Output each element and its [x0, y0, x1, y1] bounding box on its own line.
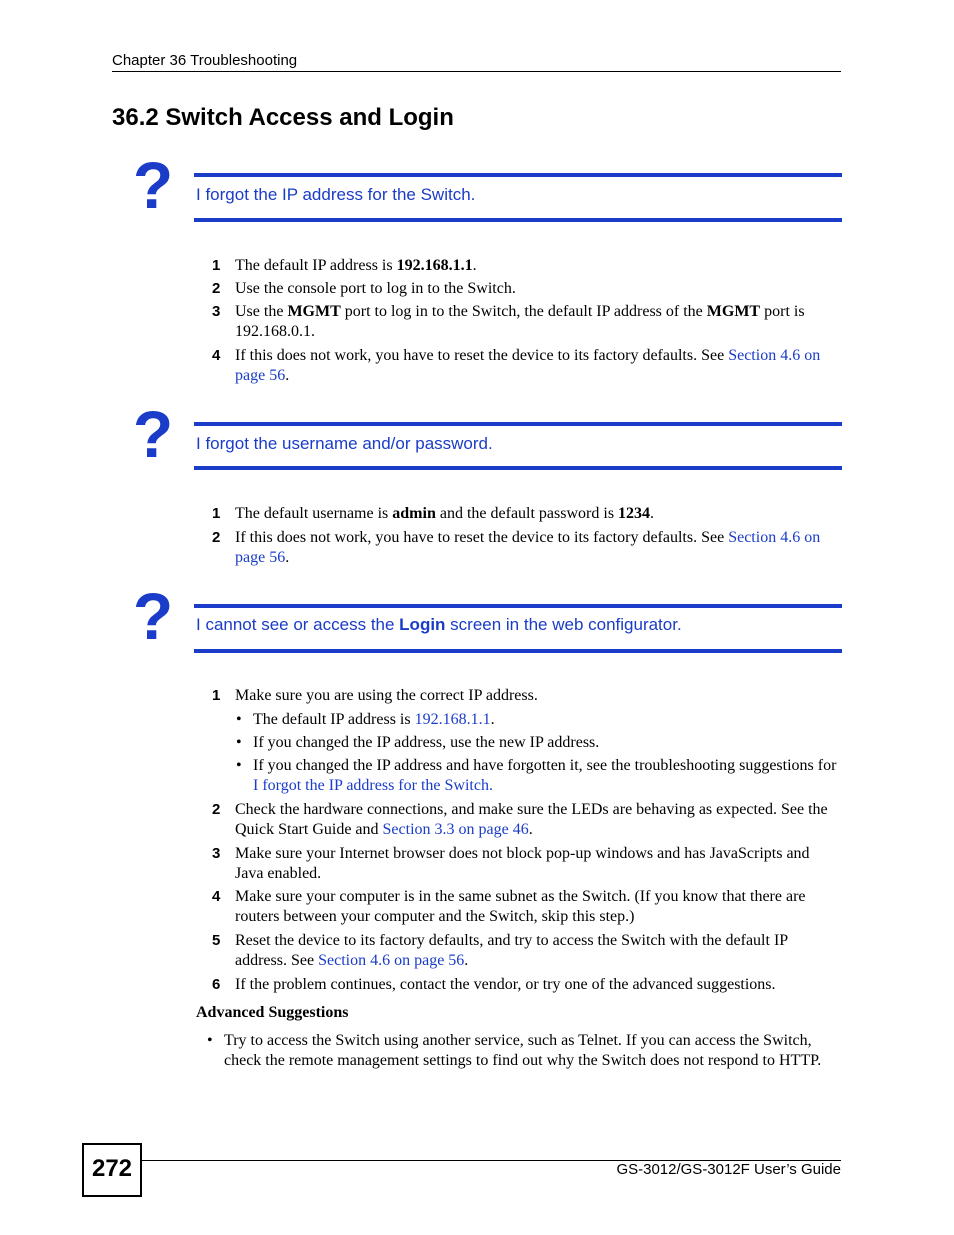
step-text-part: Check the hardware connections, and make sure the LEDs are behaving as expected. See the Quick Start Guide and — [235, 801, 828, 838]
step-text-part: . — [285, 549, 290, 566]
question-text-part: screen in the web configurator. — [445, 615, 682, 634]
step-text — [235, 346, 841, 386]
step-text-part: . — [472, 257, 477, 274]
step-bold-value: MGMT — [287, 303, 341, 320]
step-text-part: . — [464, 952, 469, 969]
bullet-text-part: The default IP address is — [253, 711, 415, 728]
step-text — [235, 302, 841, 342]
step-text: Make sure you are using the correct IP address. — [235, 687, 538, 704]
step-number: 2 — [212, 280, 221, 297]
section-link[interactable]: Section 4.6 on page 56 — [235, 529, 821, 566]
ip-link[interactable]: 192.168.1.1 — [414, 711, 491, 728]
step-text: Make sure your Internet browser does not block pop-up windows and has JavaScripts and Java enabled. — [235, 845, 810, 882]
header-rule — [112, 71, 841, 72]
step-text-part: and the default password is — [435, 505, 619, 522]
step-bold-value: 1234 — [618, 505, 651, 522]
step-text-part: If this does not work, you have to reset the device to its factory defaults. See — [235, 347, 729, 364]
question-bar-bottom — [194, 466, 842, 470]
step-number: 1 — [212, 505, 221, 522]
question-bar-top — [194, 604, 842, 608]
step-number: 3 — [212, 303, 221, 320]
step-text — [235, 256, 841, 276]
step-text-part: port to log in to the Switch, the default IP address of the — [340, 303, 707, 320]
step-text-part: Reset the device to its factory defaults, and try to access the Switch with the default IP address. See — [235, 932, 788, 969]
step-text — [235, 528, 841, 568]
step-text-part: The default username is — [235, 505, 393, 522]
step-number: 2 — [212, 529, 221, 546]
step-number: 4 — [212, 888, 221, 905]
page-number: 272 — [82, 1143, 142, 1197]
step-number: 1 — [212, 257, 221, 274]
bullet-text: Try to access the Switch using another service, such as Telnet. If you can access the Switch, check the remote management settings to find out why the Switch does not respond to HTTP. — [224, 1032, 822, 1069]
bullet-text-part: . — [490, 711, 495, 728]
guide-title: GS-3012/GS-3012F User’s Guide — [616, 1161, 841, 1178]
step-number: 3 — [212, 845, 221, 862]
question-bar-top — [194, 422, 842, 426]
step-number: 5 — [212, 932, 221, 949]
step-text: Use the console port to log in to the Switch. — [235, 280, 516, 297]
advanced-suggestions-heading: Advanced Suggestions — [196, 1004, 349, 1021]
step-text: Make sure your computer is in the same subnet as the Switch. (If you know that there are routers between your computer and the Switch, skip this step.) — [235, 888, 806, 925]
step-text-part: If this does not work, you have to reset the device to its factory defaults. See — [235, 529, 729, 546]
step-text-part: port is 192.168.0.1. — [235, 303, 805, 340]
step-text-part: . — [528, 821, 533, 838]
question-bar-top — [194, 173, 842, 177]
question-3-text — [196, 615, 682, 635]
bullet-text: If you changed the IP address, use the new IP address. — [253, 734, 600, 751]
section-title: 36.2 Switch Access and Login — [112, 104, 454, 131]
question-bold-part: Login — [399, 615, 446, 634]
question-link[interactable]: I forgot the IP address for the Switch. — [253, 777, 493, 794]
section-link[interactable]: Section 3.3 on page 46 — [382, 821, 529, 838]
bullet-text — [253, 710, 841, 730]
section-link[interactable]: Section 4.6 on page 56 — [318, 952, 465, 969]
question-bar-bottom — [194, 218, 842, 222]
question-bar-bottom — [194, 649, 842, 653]
bullet-mark: • — [236, 711, 242, 728]
step-text — [235, 504, 841, 524]
bullet-mark: • — [236, 734, 242, 751]
bullet-mark: • — [236, 757, 242, 774]
step-text — [235, 800, 841, 840]
step-bold-value: 192.168.1.1 — [396, 257, 473, 274]
bullet-mark: • — [207, 1032, 213, 1049]
question-mark-icon: ? — [132, 579, 174, 653]
step-text-part: Use the — [235, 303, 288, 320]
question-mark-icon: ? — [132, 148, 174, 222]
question-text-part: I cannot see or access the — [196, 615, 400, 634]
step-number: 6 — [212, 976, 221, 993]
question-1-text: I forgot the IP address for the Switch. — [196, 185, 476, 204]
bullet-text-part: If you changed the IP address and have forgotten it, see the troubleshooting suggestions for — [253, 757, 837, 774]
step-number: 4 — [212, 347, 221, 364]
bullet-text — [253, 756, 841, 796]
step-number: 1 — [212, 687, 221, 704]
question-mark-icon: ? — [132, 397, 174, 471]
step-bold-value: MGMT — [706, 303, 761, 320]
step-text-part: . — [650, 505, 655, 522]
step-text — [235, 931, 841, 971]
step-text-part: . — [285, 367, 290, 384]
section-link[interactable]: Section 4.6 on page 56 — [235, 347, 821, 384]
step-number: 2 — [212, 801, 221, 818]
step-text: If the problem continues, contact the vendor, or try one of the advanced suggestions. — [235, 976, 776, 993]
running-header: Chapter 36 Troubleshooting — [112, 52, 298, 69]
step-text-part: The default IP address is — [235, 257, 397, 274]
step-bold-value: admin — [392, 505, 436, 522]
question-2-text: I forgot the username and/or password. — [196, 434, 493, 453]
